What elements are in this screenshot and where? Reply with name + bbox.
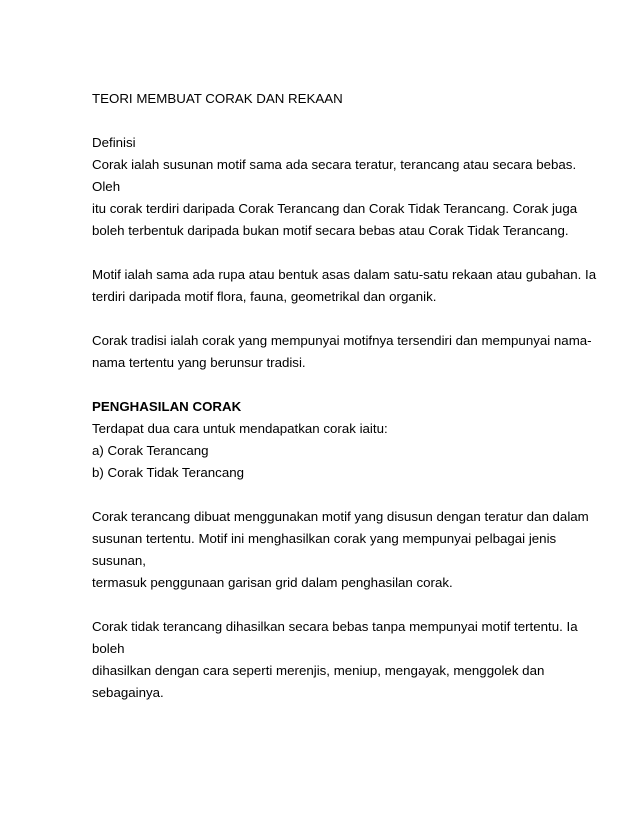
penghasilan-heading: PENGHASILAN CORAK (92, 399, 242, 414)
tidak-terancang-line: dihasilkan dengan cara seperti merenjis, meniup, mengayak, menggolek dan (92, 663, 545, 678)
penghasilan-list-item: b) Corak Tidak Terancang (92, 465, 245, 480)
definisi-heading: Definisi (92, 135, 136, 150)
penghasilan-line: Terdapat dua cara untuk mendapatkan corak iaitu: (92, 421, 388, 436)
spacer (92, 594, 597, 616)
spacer (92, 110, 597, 132)
motif-line: terdiri daripada motif flora, fauna, geometrikal dan organik. (92, 289, 437, 304)
tradisi-line: nama tertentu yang berunsur tradisi. (92, 355, 306, 370)
document-title: TEORI MEMBUAT CORAK DAN REKAAN (92, 91, 343, 106)
spacer (92, 374, 597, 396)
tradisi-line: Corak tradisi ialah corak yang mempunyai motifnya tersendiri dan mempunyai nama- (92, 333, 592, 348)
definisi-line: Corak ialah susunan motif sama ada secara teratur, terancang atau secara bebas. Oleh (92, 157, 577, 194)
penghasilan-list-item: a) Corak Terancang (92, 443, 209, 458)
terancang-line: termasuk penggunaan garisan grid dalam penghasilan corak. (92, 575, 453, 590)
definisi-line: boleh terbentuk daripada bukan motif secara bebas atau Corak Tidak Terancang. (92, 223, 569, 238)
tidak-terancang-line: sebagainya. (92, 685, 164, 700)
definisi-line: itu corak terdiri daripada Corak Terancang dan Corak Tidak Terancang. Corak juga (92, 201, 578, 216)
tidak-terancang-line: Corak tidak terancang dihasilkan secara bebas tanpa mempunyai motif tertentu. Ia boleh (92, 619, 578, 656)
spacer (92, 484, 597, 506)
terancang-line: Corak terancang dibuat menggunakan motif yang disusun dengan teratur dan dalam (92, 509, 589, 524)
spacer (92, 242, 597, 264)
motif-line: Motif ialah sama ada rupa atau bentuk asas dalam satu-satu rekaan atau gubahan. Ia (92, 267, 597, 282)
spacer (92, 308, 597, 330)
document-body (92, 88, 597, 704)
terancang-line: susunan tertentu. Motif ini menghasilkan corak yang mempunyai pelbagai jenis susunan, (92, 531, 557, 568)
